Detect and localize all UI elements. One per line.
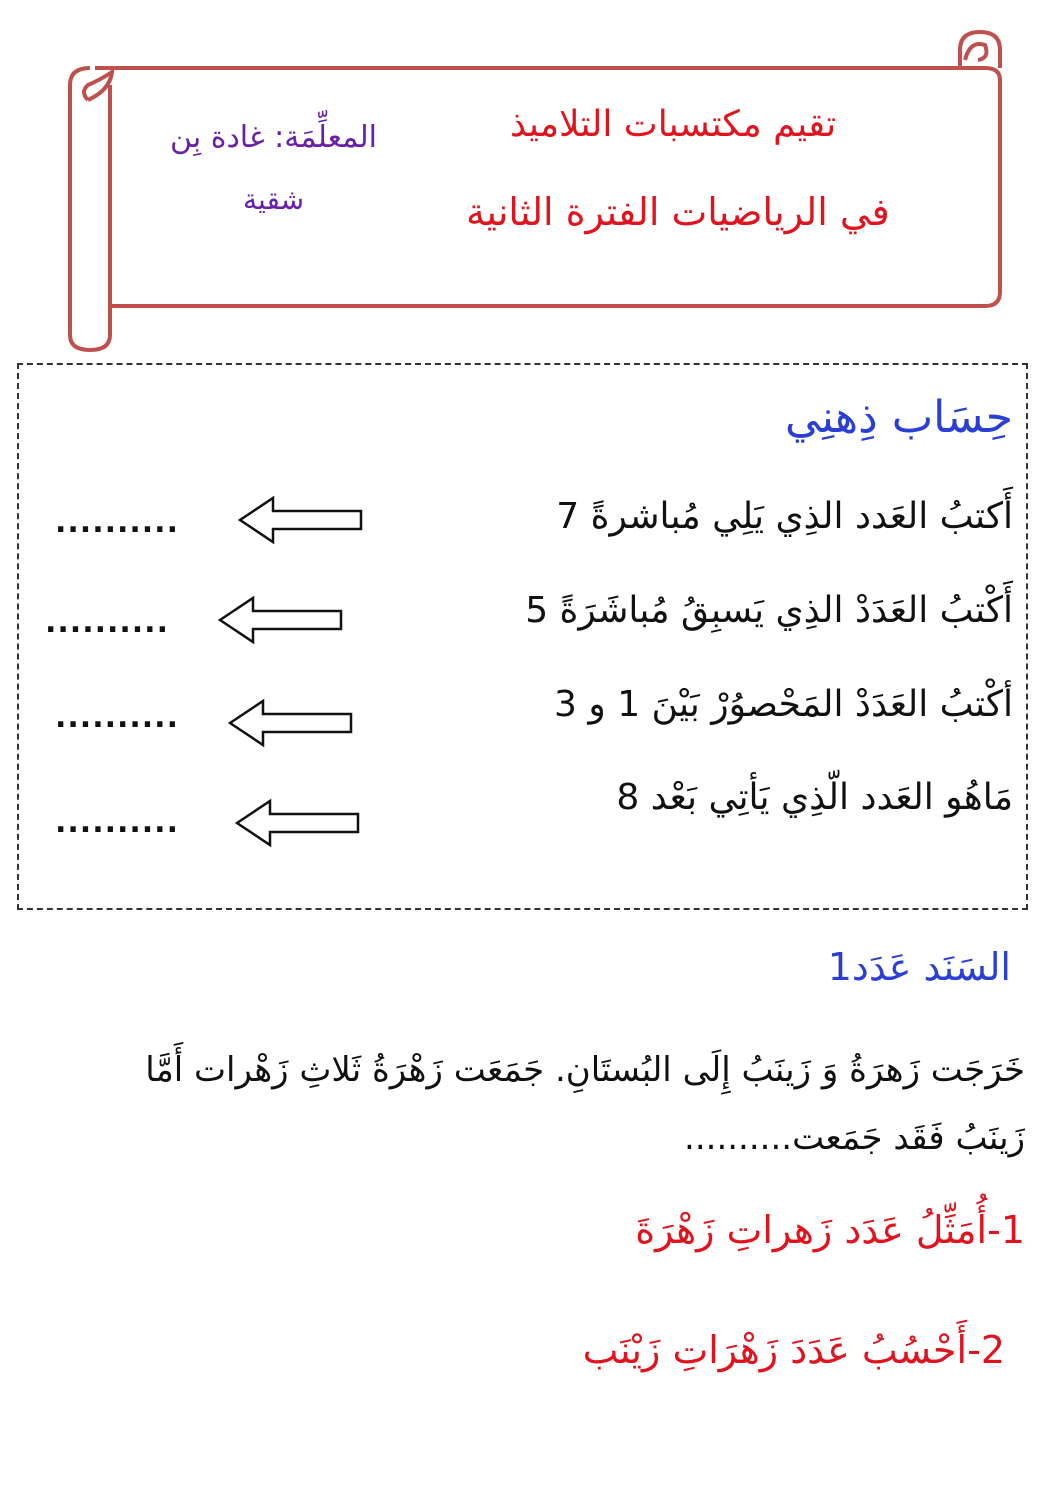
answer-blank-2[interactable]: .......... [45,605,169,640]
answer-blank-4[interactable]: .......... [55,805,179,840]
support-paragraph-line2: زَينَبُ فَقَد جَمَعت.......... [684,1118,1025,1158]
arrow-left-icon [218,595,343,645]
question-1: أَكتبُ العَدد الذِي يَلِي مُباشرةً 7 [556,496,1013,537]
teacher-name-line1: المعلِّمَة: غادة بِن [170,120,377,155]
question-4: مَاهُو العَدد الّذِي يَأتِي بَعْد 8 [616,777,1013,818]
arrow-left-icon [238,495,363,545]
question-3: أكْتبُ العَدَدْ المَحْصوُرْ بَيْنَ 1 و 3 [554,684,1013,725]
task-1: 1-أُمَثِّلُ عَدَد زَهراتِ زَهْرَةَ [635,1208,1025,1252]
mental-math-title: حِسَاب ذِهنِي [784,392,1013,443]
header-title-line1: تقيم مكتسبات التلاميذ [510,104,837,145]
support-paragraph-line1: خَرَجَت زَهرَةُ وَ زَينَبُ إِلَى البُستَانِ. جَمَعَت زَهْرَةُ ثَلاثِ زَهْرات أَمَّا [145,1050,1025,1090]
header-title-line2: في الرياضيات الفترة الثانية [466,190,890,234]
teacher-name-line2: شقية [243,183,305,216]
scroll-banner [0,0,1053,360]
task-2: 2-أَحْسُبُ عَدَدَ زَهْرَاتِ زَيْنَب [582,1328,1005,1372]
answer-blank-3[interactable]: .......... [55,700,179,735]
support-title: السَنَد عَدَد1 [827,945,1011,989]
answer-blank-1[interactable]: .......... [55,505,179,540]
question-2: أَكْتبُ العَدَدْ الذِي يَسبِقُ مُباشَرَةً 5 [525,590,1013,631]
arrow-left-icon [235,798,360,848]
arrow-left-icon [228,698,353,748]
